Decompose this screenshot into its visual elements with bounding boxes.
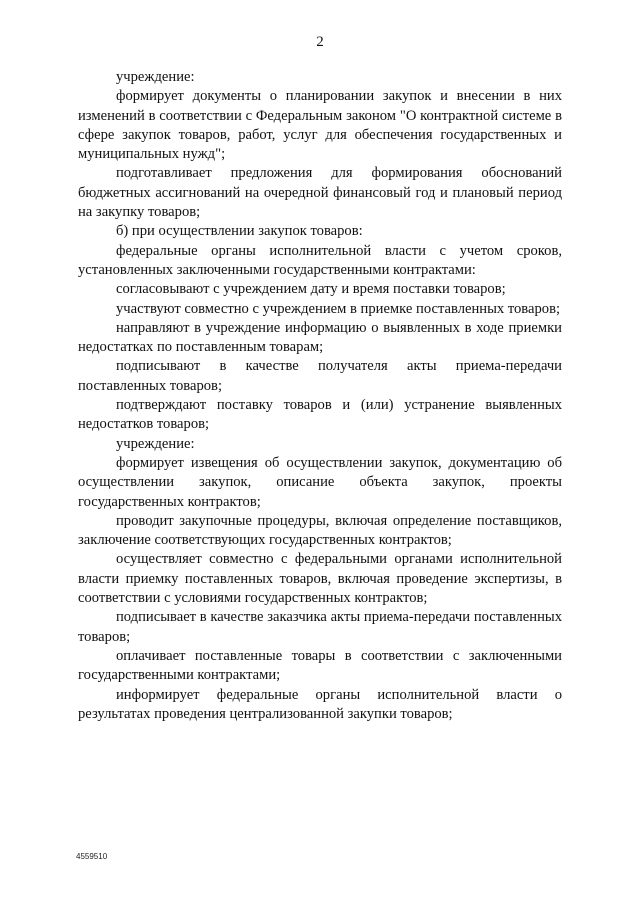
paragraph: федеральные органы исполнительной власти с учетом сроков, установленных заключенными государственными контрактами:: [78, 242, 562, 278]
paragraph: подписывают в качестве получателя акты приема-передачи поставленных товаров;: [78, 358, 562, 394]
paragraph: осуществляет совместно с федеральными органами исполнительной власти приемку поставленных товаров, включая проведение экспертизы, в соответствии с условиями государственных контрактов;: [78, 551, 562, 607]
paragraph: учреждение:: [116, 435, 195, 452]
paragraph: формирует извещения об осуществлении закупок, документацию об осуществлении закупок, описание объекта закупок, проекты государственных контрактов;: [78, 454, 562, 510]
paragraph: направляют в учреждение информацию о выявленных в ходе приемки недостатках по поставленным товарам;: [78, 319, 562, 356]
paragraph: учреждение:: [116, 69, 195, 85]
paragraph: б) при осуществлении закупок товаров:: [116, 223, 363, 240]
document-id: 4559510: [76, 852, 108, 861]
paragraph: участвуют совместно с учреждением в приемке поставленных товаров;: [116, 300, 561, 317]
paragraph: оплачивает поставленные товары в соответствии с заключенными государственными контрактами;: [78, 647, 562, 684]
page-number: 2: [316, 34, 324, 50]
paragraph: проводит закупочные процедуры, включая определение поставщиков, заключение соответствующих государственных контрактов;: [78, 512, 562, 549]
paragraph: согласовывают с учреждением дату и время поставки товаров;: [116, 281, 506, 298]
paragraph: подтверждают поставку товаров и (или) устранение выявленных недостатков товаров;: [78, 397, 562, 433]
document-body: [78, 68, 562, 724]
paragraph: информирует федеральные органы исполнительной власти о результатах проведения централизованной закупки товаров;: [78, 686, 562, 722]
paragraph: подготавливает предложения для формирования обоснований бюджетных ассигнований на очередной финансовый год и плановый период на закупку товаров;: [78, 165, 562, 221]
paragraph: подписывает в качестве заказчика акты приема-передачи поставленных товаров;: [78, 609, 562, 645]
paragraph: формирует документы о планировании закупок и внесении в них изменений в соответствии с Федеральным законом "О контрактной системе в сфере закупок товаров, работ, услуг для обеспечения государственных и муниципальных нужд";: [78, 88, 562, 163]
